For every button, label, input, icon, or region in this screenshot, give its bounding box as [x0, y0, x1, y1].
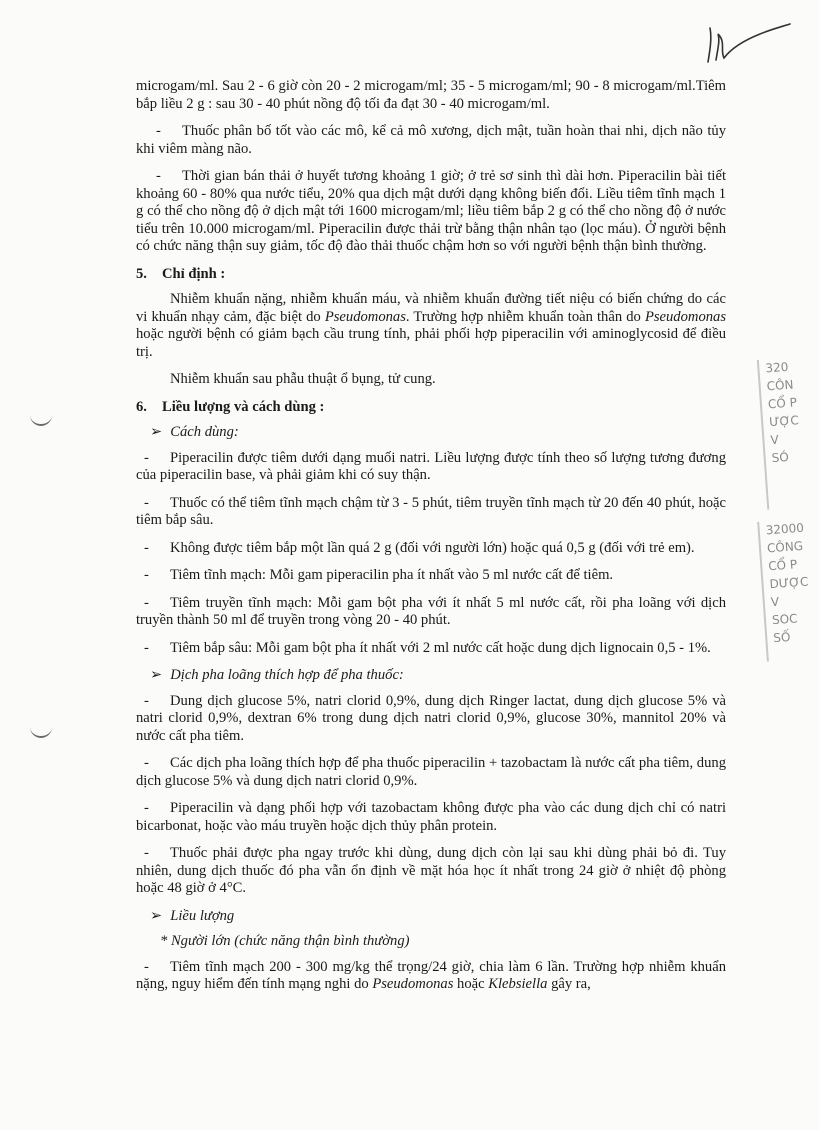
paragraph: - Thuốc phân bố tốt vào các mô, kể cả mô xương, dịch mật, tuần hoàn thai nhi, dịch não tủy khi viêm màng não.: [136, 123, 726, 157]
company-stamp: 320 CÔN CỔ P ƯỢC V SÓ: [757, 356, 819, 509]
arrow-bullet-icon: ➢: [150, 907, 163, 924]
paragraph: microgam/ml. Sau 2 - 6 giờ còn 20 - 2 microgam/ml; 35 - 5 microgam/ml; 90 - 8 microgam/ml.Tiêm bắp liều 2 g : sau 30 - 40 phút nồng độ tối đa đạt 30 - 40 microgam/ml.: [136, 78, 726, 112]
list-item: - Dung dịch glucose 5%, natri clorid 0,9%, dung dịch Ringer lactat, dung dịch glucose 5% và natri clorid 0,9%, dextran 6% trong dung dịch natri clorid 0,9%, glucose 30%, mannitol 20% và nước cất pha tiêm.: [136, 692, 726, 744]
list-item: - Piperacilin và dạng phối hợp với tazobactam không được pha vào các dung dịch chỉ có natri bicarbonat, hoặc vào máu truyền hoặc dịch thủy phân protein.: [136, 800, 726, 834]
punch-hole-mark: [30, 722, 52, 738]
handwritten-signature: [700, 20, 792, 70]
list-item: - Không được tiêm bắp một lần quá 2 g (đối với người lớn) hoặc quá 0,5 g (đối với trẻ em).: [144, 539, 695, 556]
list-item: - Các dịch pha loãng thích hợp để pha thuốc piperacilin + tazobactam là nước cất pha tiêm, dung dịch glucose 5% và dung dịch natri clorid 0,9%.: [136, 755, 726, 789]
paragraph: - Thời gian bán thải ở huyết tương khoảng 1 giờ; ở trẻ sơ sinh thì dài hơn. Piperacilin bài tiết khoảng 60 - 80% qua nước tiểu, 20% qua dịch mật dưới dạng không biến đổi. Liều tiêm tĩnh mạch 1 g có thể cho nồng độ ở dịch mật tới 1600 microgam/ml; liều tiêm bắp 2 g có thể cho nồng độ ở nước tiểu trên 10.000 microgam/ml. Piperacilin được thải trừ bằng thận nhân tạo (lọc máu). Ở người bệnh có chức năng thận suy giảm, tốc độ đào thải thuốc chậm hơn so với người bệnh thận bình thường.: [136, 168, 726, 254]
list-item: - Thuốc phải được pha ngay trước khi dùng, dung dịch còn lại sau khi dùng phải bỏ đi. Tuy nhiên, dung dịch thuốc đó pha vẫn ổn định về mặt hóa học ít nhất trong 24 giờ ở nhiệt độ phòng hoặc 48 giờ ở 4°C.: [136, 845, 726, 896]
arrow-bullet-icon: ➢: [150, 424, 163, 440]
section-heading: 5. Chỉ định :: [136, 265, 226, 282]
list-item: - Tiêm bắp sâu: Mỗi gam bột pha ít nhất với 2 ml nước cất hoặc dung dịch lignocain 0,5 - 1%.: [144, 639, 711, 656]
list-item: - Piperacilin được tiêm dưới dạng muối natri. Liều lượng được tính theo số lượng tương đương của piperacilin base, và phải giảm khi có suy thận.: [136, 449, 726, 483]
list-item: - Thuốc có thể tiêm tĩnh mạch chậm từ 3 - 5 phút, tiêm truyền tĩnh mạch từ 20 đến 40 phút, hoặc tiêm bắp sâu.: [136, 494, 726, 528]
list-item: - Tiêm tĩnh mạch: Mỗi gam piperacilin pha ít nhất vào 5 ml nước cất để tiêm.: [144, 567, 614, 583]
subheading-adult: * Người lớn (chức năng thận bình thường): [160, 933, 410, 949]
document-body: [136, 78, 726, 994]
subheading: ➢ Liều lượng: [150, 907, 235, 924]
paragraph: Nhiễm khuẩn nặng, nhiễm khuẩn máu, và nhiễm khuẩn đường tiết niệu có biến chứng do các vi khuẩn nhạy cảm, đặc biệt do Pseudomonas. Trường hợp nhiễm khuẩn toàn thân do Pseudomonas hoặc người bệnh có giảm bạch cầu trung tính, phải phối hợp piperacilin với aminoglycosid để điều trị.: [136, 291, 727, 360]
punch-hole-mark: [30, 410, 52, 426]
subheading: ➢ Dịch pha loãng thích hợp để pha thuốc:: [150, 667, 404, 683]
company-stamp: 32000 CÔNG CỔ P DƯỢC V SOC SỐ: [757, 518, 819, 661]
list-item: - Tiêm truyền tĩnh mạch: Mỗi gam bột pha với ít nhất 5 ml nước cất, rồi pha loãng với dịch truyền thành 50 ml để truyền trong vòng 20 - 40 phút.: [136, 594, 726, 628]
paragraph: Nhiễm khuẩn sau phẫu thuật ổ bụng, tử cung.: [170, 371, 436, 387]
section-heading: 6. Liều lượng và cách dùng :: [136, 398, 325, 415]
list-item: - Tiêm tĩnh mạch 200 - 300 mg/kg thể trọng/24 giờ, chia làm 6 lần. Trường hợp nhiễm khuẩn nặng, nguy hiểm đến tính mạng nghi do Pseudomonas hoặc Klebsiella gây ra,: [136, 958, 726, 992]
subheading: ➢ Cách dùng:: [150, 424, 239, 440]
arrow-bullet-icon: ➢: [150, 667, 163, 683]
